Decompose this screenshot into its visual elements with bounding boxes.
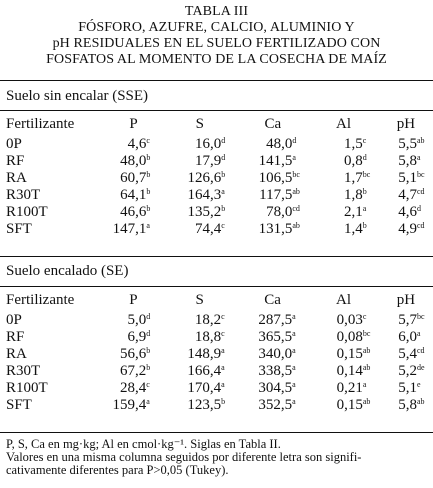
cell-value: 123,5 [187,397,222,413]
significance-letter: cd [417,346,425,355]
table-row [0,397,433,414]
title-line-2: FÓSFORO, AZUFRE, CALCIO, ALUMINIO Y [78,20,355,35]
table-title [0,4,433,68]
cell-p [105,136,163,153]
significance-letter: a [292,312,296,321]
significance-letter: e [417,380,421,389]
cell-al [308,136,378,153]
cell-p [105,221,163,238]
cell-value: 0,15 [336,346,363,362]
table-row [0,136,433,153]
cell-al [308,346,379,363]
table-sse [0,112,433,238]
significance-letter: c [146,136,150,145]
significance-letter: a [292,329,296,338]
significance-letter: bc [362,329,371,338]
cell-value: 56,6 [120,346,147,362]
cell-value: 5,8 [398,153,417,169]
header-fertilizante: Fertilizante [6,292,75,308]
table-row [0,204,433,221]
cell-value: 0,8 [344,153,363,169]
cell-s [162,363,237,380]
cell-al [308,170,378,187]
table-row [0,346,433,363]
table-row [0,380,433,397]
cell-value: 126,6 [187,170,222,186]
significance-letter: d [146,329,151,338]
cell-value: 5,4 [398,346,417,362]
significance-letter: ab [362,346,371,355]
cell-al [308,363,379,380]
cell-value: 4,6 [127,136,147,152]
cell-fertilizante: RF [6,153,25,169]
cell-ph [379,204,433,221]
cell-value: 60,7 [120,170,147,186]
cell-value: 106,5 [258,170,293,186]
significance-letter: a [417,329,421,338]
cell-s [162,221,237,238]
significance-letter: bc [417,170,425,179]
significance-letter: a [292,363,296,372]
mid-rule [0,256,433,257]
cell-value: 2,1 [344,204,363,220]
significance-letter: a [362,380,367,389]
table-row [0,187,433,204]
significance-letter: bc [292,170,300,179]
cell-ca [237,153,308,170]
cell-al [308,153,378,170]
significance-letter: b [146,363,151,372]
cell-value: 170,4 [187,380,222,396]
significance-letter: a [292,397,296,406]
cell-value: 64,1 [120,187,147,203]
cell-value: 4,7 [398,187,417,203]
cell-value: 1,7 [344,170,363,186]
cell-ph [379,221,433,238]
significance-letter: cd [417,221,425,230]
cell-al [308,329,379,346]
cell-s [162,397,237,414]
significance-letter: d [146,312,151,321]
significance-letter: b [362,187,367,196]
cell-ph [379,329,433,346]
cell-value: 4,9 [398,221,417,237]
significance-letter: a [221,346,225,355]
significance-letter: a [221,380,225,389]
cell-p [105,153,163,170]
cell-ph [379,153,433,170]
cell-fertilizante: R30T [6,187,41,203]
cell-value: 5,1 [398,170,417,186]
cell-value: 131,5 [258,221,293,237]
cell-fertilizante: SFT [6,397,32,413]
cell-p [105,397,163,414]
significance-letter: a [417,153,421,162]
cell-s [162,380,237,397]
cell-value: 67,2 [120,363,147,379]
cell-value: 17,9 [195,153,222,169]
cell-value: 48,0 [266,136,293,152]
cell-value: 166,4 [187,363,222,379]
cell-value: 5,5 [398,136,417,152]
cell-fertilizante: 0P [6,312,22,328]
significance-letter: b [146,170,151,179]
cell-value: 78,0 [266,204,293,220]
section-rule-se [0,286,433,287]
cell-value: 338,5 [258,363,293,379]
cell-value: 0,14 [336,363,363,379]
table-row [0,363,433,380]
significance-letter: c [362,136,367,145]
header-p: P [129,116,138,132]
cell-ph [379,363,433,380]
footnote-line-2: Valores en una misma columna seguidos por diferente letra son signifi- [6,450,362,464]
cell-ca [237,170,308,187]
significance-letter: ab [417,136,425,145]
cell-ph [379,170,433,187]
cell-value: 0,08 [336,329,363,345]
table-body [0,136,433,238]
significance-letter: cd [417,187,425,196]
cell-value: 28,4 [120,380,147,396]
cell-value: 1,5 [344,136,363,152]
cell-value: 159,4 [112,397,147,413]
header-ca: Ca [264,292,281,308]
cell-fertilizante: RA [6,170,27,186]
significance-letter: d [221,136,226,145]
cell-s [162,312,237,329]
cell-value: 352,5 [258,397,293,413]
table-row [0,170,433,187]
title-line-3: pH RESIDUALES EN EL SUELO FERTILIZADO CON [52,36,381,51]
cell-ca [237,187,308,204]
footnotes [6,438,428,477]
cell-value: 0,03 [336,312,363,328]
section-rule-sse [0,110,433,111]
cell-value: 18,2 [194,312,222,328]
cell-value: 1,8 [344,187,363,203]
significance-letter: a [362,204,367,213]
cell-ca [237,329,308,346]
significance-letter: a [221,187,225,196]
cell-fertilizante: R30T [6,363,41,379]
cell-s [162,170,237,187]
cell-al [308,397,379,414]
cell-p [105,346,163,363]
significance-letter: c [221,312,225,321]
cell-value: 0,15 [336,397,363,413]
significance-letter: b [221,170,226,179]
cell-value: 18,8 [194,329,222,345]
cell-s [162,204,237,221]
table-row [0,153,433,170]
header-s: S [195,116,204,132]
table-se [0,288,433,414]
table-row [0,221,433,238]
cell-ca [237,363,308,380]
cell-ph [379,397,433,414]
title-line-4: FOSFATOS AL MOMENTO DE LA COSECHA DE MAÍZ [46,52,387,67]
significance-letter: a [292,380,296,389]
cell-value: 4,6 [398,204,417,220]
cell-value: 6,0 [398,329,417,345]
significance-letter: ab [362,397,371,406]
significance-letter: d [292,136,297,145]
significance-letter: a [292,153,296,162]
significance-letter: ab [292,221,300,230]
cell-al [308,312,379,329]
header-row [0,288,433,312]
significance-letter: bc [417,312,425,321]
cell-ca [237,380,308,397]
cell-ph [379,136,433,153]
significance-letter: d [221,153,226,162]
cell-ca [237,312,308,329]
header-ca: Ca [264,116,282,132]
cell-value: 48,0 [120,153,147,169]
bottom-rule [0,432,433,433]
cell-al [308,187,378,204]
significance-letter: a [292,346,296,355]
header-fertilizante: Fertilizante [6,116,75,132]
cell-value: 147,1 [112,221,147,237]
cell-al [308,204,378,221]
cell-s [162,329,237,346]
cell-p [105,380,163,397]
significance-letter: ab [362,363,371,372]
table-page [0,4,433,488]
cell-fertilizante: SFT [6,221,32,237]
cell-ca [237,136,308,153]
cell-p [105,204,163,221]
header-s: S [195,292,204,308]
cell-p [105,363,163,380]
cell-fertilizante: 0P [6,136,22,152]
cell-ca [237,346,308,363]
significance-letter: d [362,153,367,162]
cell-fertilizante: R100T [6,204,48,220]
significance-letter: b [362,221,367,230]
header-row [0,112,433,136]
cell-fertilizante: R100T [6,380,48,396]
significance-letter: c [221,221,225,230]
cell-value: 16,0 [195,136,222,152]
cell-value: 5,8 [398,397,417,413]
cell-value: 6,9 [127,329,147,345]
significance-letter: c [362,312,367,321]
significance-letter: cd [292,204,300,213]
cell-value: 287,5 [258,312,293,328]
cell-value: 5,7 [398,312,417,328]
significance-letter: ab [417,397,425,406]
header-al: Al [336,292,351,308]
cell-al [308,380,379,397]
significance-letter: de [417,363,425,372]
cell-ca [237,221,308,238]
cell-value: 5,0 [127,312,147,328]
cell-value: 5,1 [398,380,417,396]
header-p: P [129,292,138,308]
top-rule [0,80,433,81]
header-ph: pH [396,116,416,132]
cell-fertilizante: RA [6,346,27,362]
cell-value: 46,6 [120,204,147,220]
cell-value: 117,5 [259,187,293,203]
cell-al [308,221,378,238]
significance-letter: b [146,346,151,355]
cell-p [105,312,163,329]
cell-s [162,136,237,153]
cell-s [162,153,237,170]
significance-letter: c [221,329,225,338]
cell-p [105,170,163,187]
cell-ph [379,380,433,397]
section-label-se: Suelo encalado (SE) [6,263,129,279]
significance-letter: a [146,397,150,406]
footnote-line-1: P, S, Ca en mg·kg; Al en cmol·kg⁻¹. Siglas en Tabla II. [6,437,281,451]
significance-letter: a [221,363,225,372]
significance-letter: d [417,204,421,213]
cell-value: 148,9 [187,346,222,362]
significance-letter: b [146,153,151,162]
cell-p [105,187,163,204]
table-row [0,329,433,346]
cell-s [162,346,237,363]
title-line-1: TABLA III [184,4,249,19]
header-al: Al [336,116,352,132]
cell-ca [237,397,308,414]
cell-ph [379,346,433,363]
section-label-sse: Suelo sin encalar (SSE) [6,88,149,104]
significance-letter: bc [362,170,371,179]
cell-value: 135,2 [187,204,222,220]
cell-ca [237,204,308,221]
significance-letter: c [146,380,150,389]
significance-letter: ab [292,187,300,196]
table-body [0,312,433,414]
significance-letter: a [146,221,150,230]
cell-s [162,187,237,204]
cell-value: 5,2 [398,363,417,379]
cell-value: 141,5 [258,153,293,169]
cell-value: 304,5 [258,380,293,396]
significance-letter: b [221,204,226,213]
cell-fertilizante: RF [6,329,25,345]
cell-value: 74,4 [195,221,222,237]
cell-ph [379,312,433,329]
cell-value: 164,3 [187,187,222,203]
cell-p [105,329,163,346]
footnote-line-3: cativamente diferentes para P>0,05 (Tukey). [6,463,229,477]
cell-value: 340,0 [258,346,293,362]
header-ph: pH [396,292,416,308]
cell-value: 1,4 [344,221,363,237]
significance-letter: b [221,397,226,406]
table-row [0,312,433,329]
cell-value: 365,5 [258,329,293,345]
cell-value: 0,21 [336,380,363,396]
significance-letter: b [146,204,151,213]
significance-letter: b [146,187,151,196]
cell-ph [379,187,433,204]
